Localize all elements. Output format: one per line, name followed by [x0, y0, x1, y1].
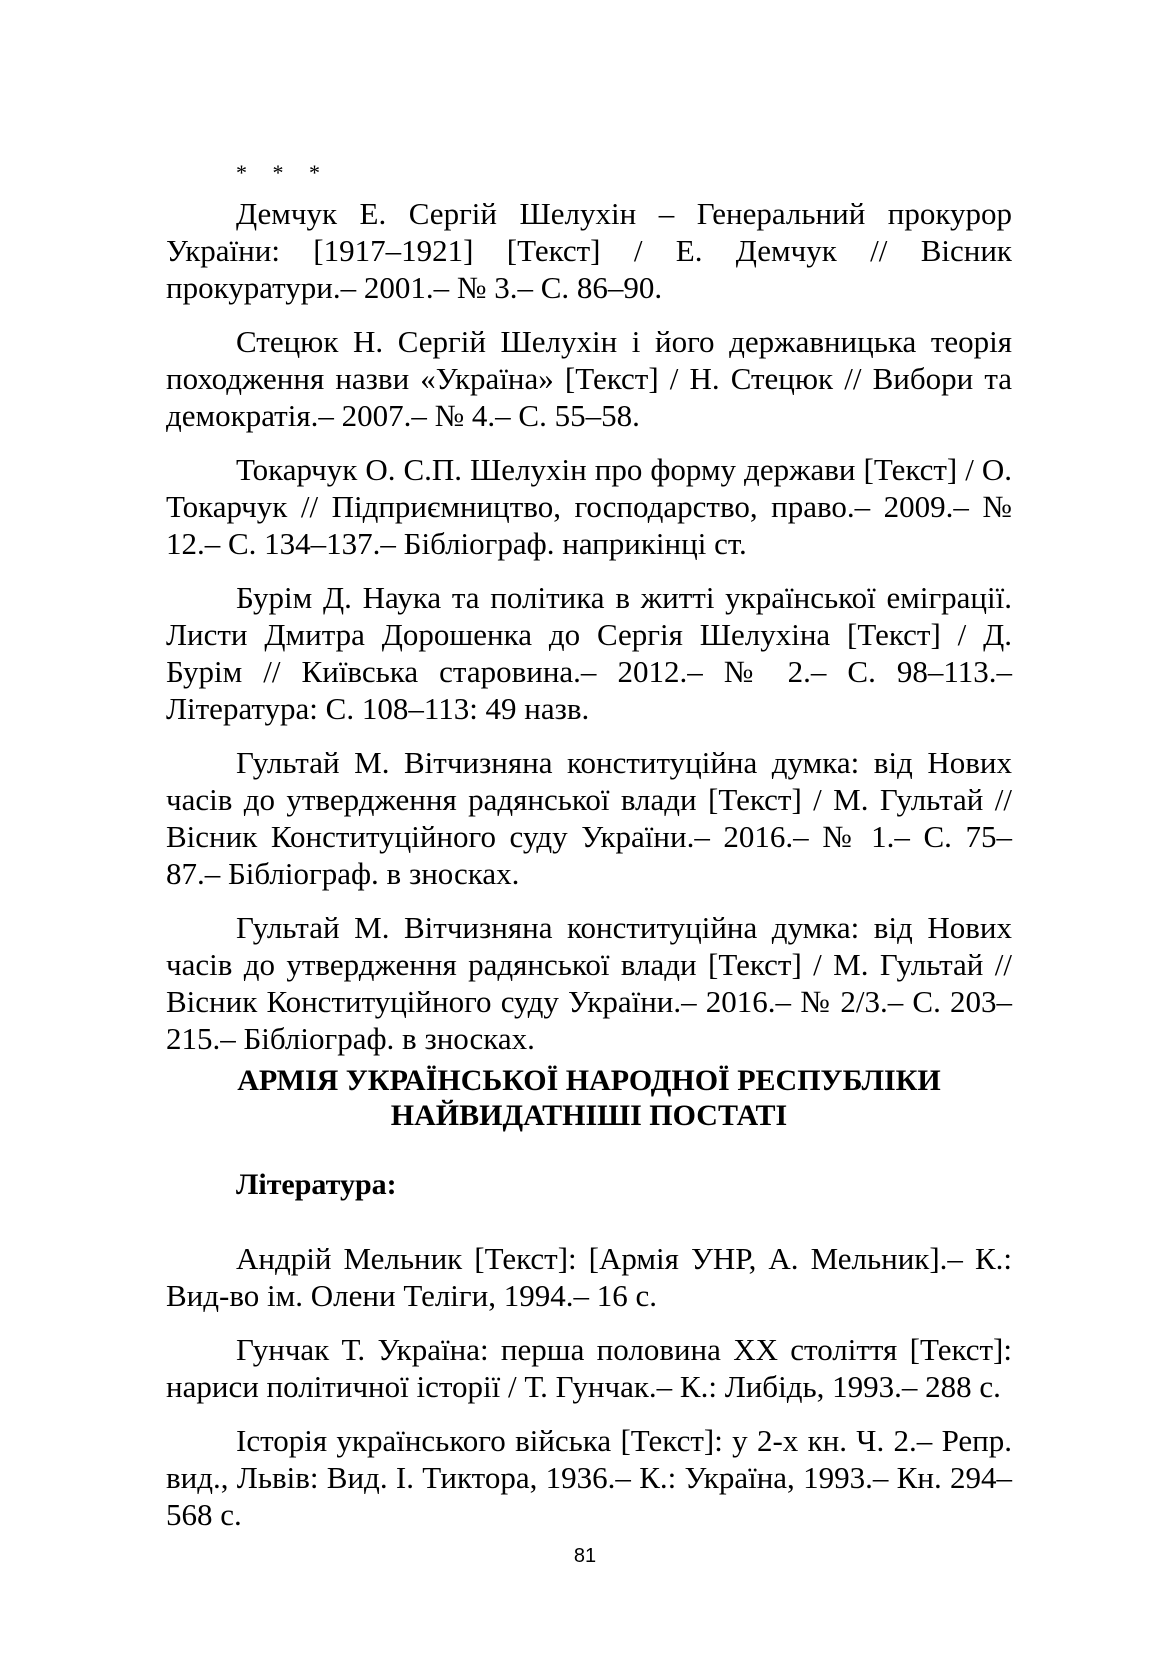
- section-title: [166, 1063, 1012, 1133]
- section-title-line-2: НАЙВИДАТНІШІ ПОСТАТІ: [390, 1099, 788, 1132]
- bibliography-entry: Історія українського війська [Текст]: у 2-х кн. Ч. 2.– Репр. вид., Львів: Вид. І. Тиктора, 1936.– К.: Україна, 1993.– Кн. 294–568 с.: [166, 1423, 1012, 1532]
- literature-heading: Література:: [236, 1168, 397, 1201]
- bibliography-entry: Токарчук О. С.П. Шелухін про форму держави [Текст] / О. Токарчук // Підприємництво, господарство, право.– 2009.– № 12.– С. 134–137.– Бібліограф. наприкінці ст.: [166, 452, 1012, 561]
- bibliography-entry: Гультай М. Вітчизняна конституційна думка: від Нових часів до утвердження радянської влади [Текст] / М. Гультай // Вісник Конституційного суду України.– 2016.– № 1.– С. 75–87.– Бібліограф. в зносках.: [166, 745, 1012, 891]
- bibliography-list-1: [166, 195, 1012, 1074]
- section-separator: * * *: [236, 160, 330, 185]
- bibliography-list-2: [166, 1240, 1012, 1550]
- bibliography-entry: Гунчак Т. Україна: перша половина XX століття [Текст]: нариси політичної історії / Т. Гунчак.– К.: Либідь, 1993.– 288 с.: [166, 1332, 1012, 1404]
- bibliography-entry: Демчук Е. Сергій Шелухін – Генеральний прокурор України: [1917–1921] [Текст] / Е. Демчук // Вісник прокуратури.– 2001.– № 3.– С. 86–90.: [166, 196, 1012, 305]
- bibliography-entry: Бурім Д. Наука та політика в житті української еміграції. Листи Дмитра Дорошенка до Сергія Шелухіна [Текст] / Д. Бурім // Київська старовина.– 2012.– № 2.– С. 98–113.– Література: С. 108–113: 49 назв.: [166, 580, 1012, 726]
- bibliography-entry: Стецюк Н. Сергій Шелухін і його державницька теорія походження назви «Україна» [Текст] / Н. Стецюк // Вибори та демократія.– 2007.– № 4.– С. 55–58.: [166, 324, 1012, 433]
- page-number: 81: [573, 1545, 597, 1567]
- bibliography-entry: Гультай М. Вітчизняна конституційна думка: від Нових часів до утвердження радянської влади [Текст] / М. Гультай // Вісник Конституційного суду України.– 2016.– № 2/3.– С. 203–215.– Бібліограф. в зносках.: [166, 910, 1012, 1056]
- bibliography-entry: Андрій Мельник [Текст]: [Армія УНР, А. Мельник].– К.: Вид-во ім. Олени Теліги, 1994.– 16 с.: [166, 1241, 1012, 1313]
- section-title-line-1: АРМІЯ УКРАЇНСЬКОЇ НАРОДНОЇ РЕСПУБЛІКИ: [237, 1064, 941, 1097]
